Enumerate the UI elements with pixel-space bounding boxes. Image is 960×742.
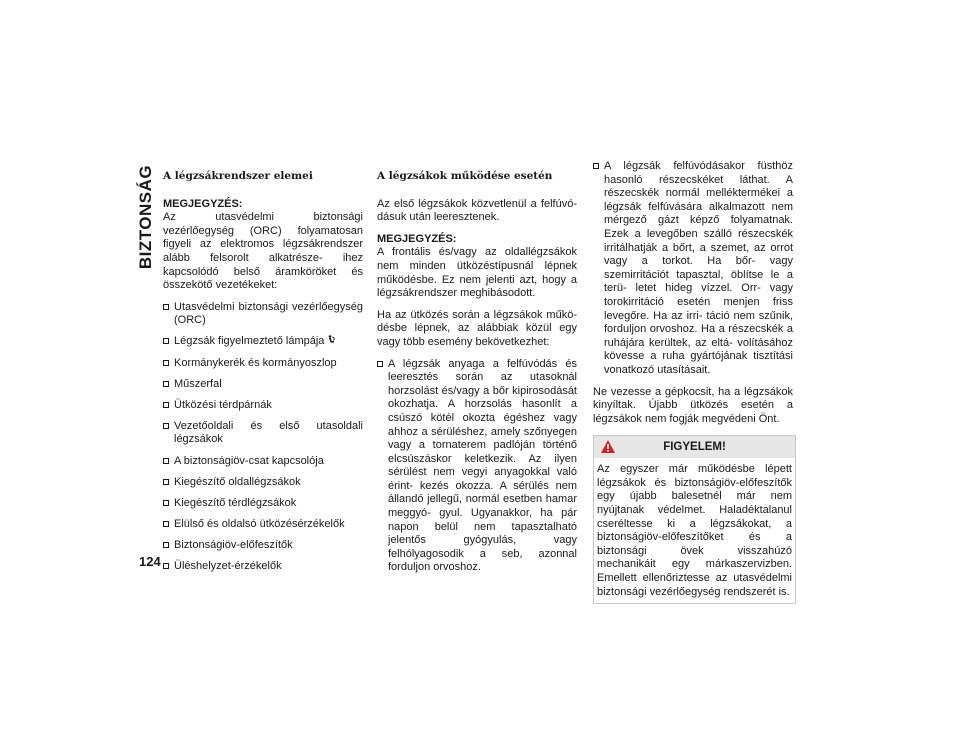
- square-bullet-icon: [377, 361, 383, 367]
- list-item: Kiegészítő térdlégzsákok: [163, 497, 363, 511]
- note-text: A frontális és/vagy az oldallégzsákok nem minden ütközéstípusnál lépnek működésbe. Ez nem jelenti azt, hogy a légzsákrendszer meghibásodott.: [377, 246, 577, 300]
- column-3: [593, 160, 793, 604]
- square-bullet-icon: [163, 458, 169, 464]
- square-bullet-icon: [163, 338, 169, 344]
- list-item: Ütközési térdpárnák: [163, 399, 363, 413]
- list-item: Biztonságiöv-előfeszítők: [163, 539, 363, 553]
- list-item: A légzsák felfúvódásakor füsthöz hasonló részecskéket láthat. A részecskék normál melléktermékei a légzsák felfúvására alkalmazott nem mérgező gázt képző folyamatnak. Ezek a levegőben szálló részecskék irritálhatják a bőrt, a szemet, az orrot vagy a torkot. Ha bőr- vagy szemirritációt tapasztal, öblítse le a terü- letet hideg vízzel. Orr- vagy torokirritáció esetén menjen friss levegőre. Ha az irri- táció nem szűnik, forduljon orvoshoz. Ha a részecskék a ruhájára kerültek, az eltá- volításához kövesse a ruha gyártójának tisztítási vonatkozó utasításait.: [593, 160, 793, 378]
- section-heading: A légzsákrendszer elemei: [163, 170, 313, 182]
- square-bullet-icon: [163, 402, 169, 408]
- list-item: Vezetőoldali és első utasoldali légzsákok: [163, 420, 363, 447]
- list-item: Üléshelyzet-érzékelők: [163, 560, 363, 574]
- paragraph: Ha az ütközés során a légzsákok műkö- désbe lépnek, az alábbiak közül egy vagy több esemény bekövetkezhet:: [377, 308, 577, 348]
- square-bullet-icon: [163, 381, 169, 387]
- section-title: BIZTONSÁG: [136, 164, 155, 270]
- list-item: Műszerfal: [163, 378, 363, 392]
- note-label: MEGJEGYZÉS:: [377, 232, 457, 245]
- note-text: Az utasvédelmi biztonsági vezérlőegység (ORC) folyamatosan figyeli az elektromos légzsákrendszer alább felsorolt alkatrésze- ihez kapcsolódó belső áramköröket és összekötő vezetékeket:: [163, 211, 363, 292]
- list-item: Kiegészítő oldallégzsákok: [163, 476, 363, 490]
- warning-text: Az egyszer már működésbe lépett légzsákok és biztonságiöv-előfeszítők egy újabb balesetnél már nem nyújtanak védelmet. Haladéktalanul cseréltesse ki a légzsákokat, a biztonságiöv-előfeszítőket és a biztonsági övek visszahúzó mechanikáit egy márkaszervizben. Emellett ellenőriztesse az utasvédelmi biztonsági vezérlőegység rendszerét is.: [597, 463, 792, 598]
- page-number: 124: [139, 554, 161, 569]
- section-heading: A légzsákok működése esetén: [377, 170, 553, 182]
- square-bullet-icon: [163, 563, 169, 569]
- square-bullet-icon: [163, 542, 169, 548]
- column-2: [377, 170, 577, 583]
- list-item: Kormánykerék és kormányoszlop: [163, 357, 363, 371]
- airbag-warning-icon: [327, 335, 336, 345]
- effects-list: [377, 358, 577, 576]
- section-side-tab: [135, 158, 157, 276]
- effects-list-continued: [593, 160, 793, 378]
- square-bullet-icon: [163, 304, 169, 310]
- column-1: [163, 170, 363, 581]
- square-bullet-icon: [163, 500, 169, 506]
- paragraph: Ne vezesse a gépkocsit, ha a légzsákok kinyíltak. Újabb ütközés esetén a légzsákok nem fogják megvédeni Önt.: [593, 385, 793, 425]
- warning-title: FIGYELEM!: [663, 441, 726, 454]
- list-item: Elülső és oldalsó ütközésérzékelők: [163, 518, 363, 532]
- square-bullet-icon: [593, 163, 599, 169]
- note-label: MEGJEGYZÉS:: [163, 197, 243, 210]
- paragraph: Az első légzsákok közvetlenül a felfúvó- dásuk után leeresztenek.: [377, 197, 577, 224]
- component-list: [163, 301, 363, 574]
- list-item: A légzsák anyaga a felfúvódás és leeresztés során az utasoknál horzsolást és/vagy a bőr kipirosodását okozhatja. A horzsolás hasonlít a csúszó kötél okozta égéshez vagy ahhoz a sérüléshez, amely szőnyegen vagy a tornaterem padlóján történő elcsúszáskor keletkezik. Az ilyen sérülést nem vegyi anyagokkal való érint- kezés okozza. A sérülés nem állandó jellegű, normál esetben hamar meggyó- gyul. Ugyanakkor, ha pár napon belül nem tapasztalható jelentős gyógyulás, vagy felhólyagosodik a seb, azonnal forduljon orvoshoz.: [377, 358, 577, 576]
- list-item: Légzsák figyelmeztető lámpája: [163, 335, 363, 349]
- list-item: A biztonságiöv-csat kapcsolója: [163, 455, 363, 469]
- square-bullet-icon: [163, 479, 169, 485]
- warning-triangle-icon: [600, 439, 616, 454]
- square-bullet-icon: [163, 360, 169, 366]
- warning-box: [593, 435, 796, 604]
- warning-header: [594, 436, 795, 458]
- square-bullet-icon: [163, 521, 169, 527]
- list-item: Utasvédelmi biztonsági vezérlőegység (ORC): [163, 301, 363, 328]
- square-bullet-icon: [163, 423, 169, 429]
